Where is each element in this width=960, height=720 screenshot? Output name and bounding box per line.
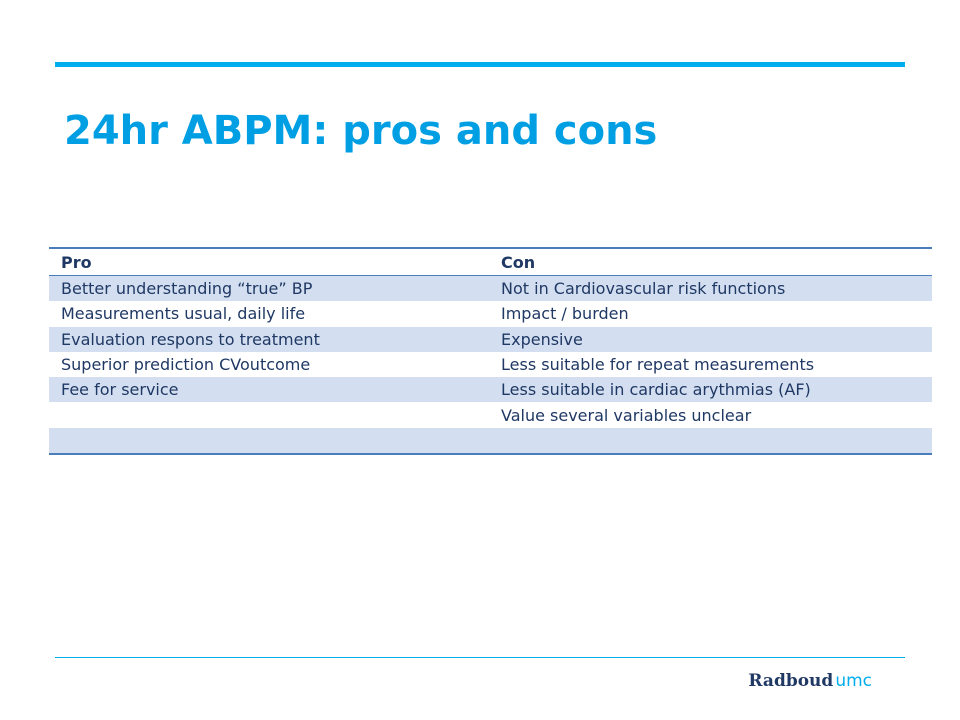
table-row: [49, 377, 932, 402]
con-cell: Value several variables unclear: [501, 405, 752, 425]
pros-cons-table: [49, 247, 932, 455]
con-cell: Impact / burden: [501, 304, 629, 324]
radboudumc-logo: [748, 670, 872, 692]
table-row: [49, 428, 932, 453]
logo-umc-text: umc: [835, 671, 872, 691]
pro-cell: Measurements usual, daily life: [61, 304, 306, 324]
pro-cell: [49, 428, 489, 453]
table-row: [49, 352, 932, 377]
table-row: [49, 276, 932, 302]
bottom-divider: [55, 657, 905, 658]
con-cell: Less suitable in cardiac arythmias (AF): [489, 377, 932, 402]
table-header-row: [49, 249, 932, 276]
pro-cell: Better understanding “true” BP: [49, 276, 489, 302]
con-cell: Not in Cardiovascular risk functions: [489, 276, 932, 302]
pro-cell: Fee for service: [49, 377, 489, 402]
header-pro: Pro: [49, 249, 489, 276]
con-cell: Expensive: [489, 327, 932, 352]
pro-cell: Evaluation respons to treatment: [49, 327, 489, 352]
con-cell: Less suitable for repeat measurements: [501, 355, 815, 375]
pro-cell: [49, 402, 489, 427]
header-con: Con: [489, 249, 932, 276]
top-divider: [55, 62, 905, 67]
table-row: [49, 327, 932, 352]
table-row: [49, 301, 932, 326]
table-row: [49, 402, 932, 427]
con-cell: [489, 428, 932, 453]
slide-title: 24hr ABPM: pros and cons: [64, 108, 658, 154]
pro-cell: Superior prediction CVoutcome: [61, 355, 311, 375]
logo-radboud-text: Radboud: [748, 671, 834, 691]
